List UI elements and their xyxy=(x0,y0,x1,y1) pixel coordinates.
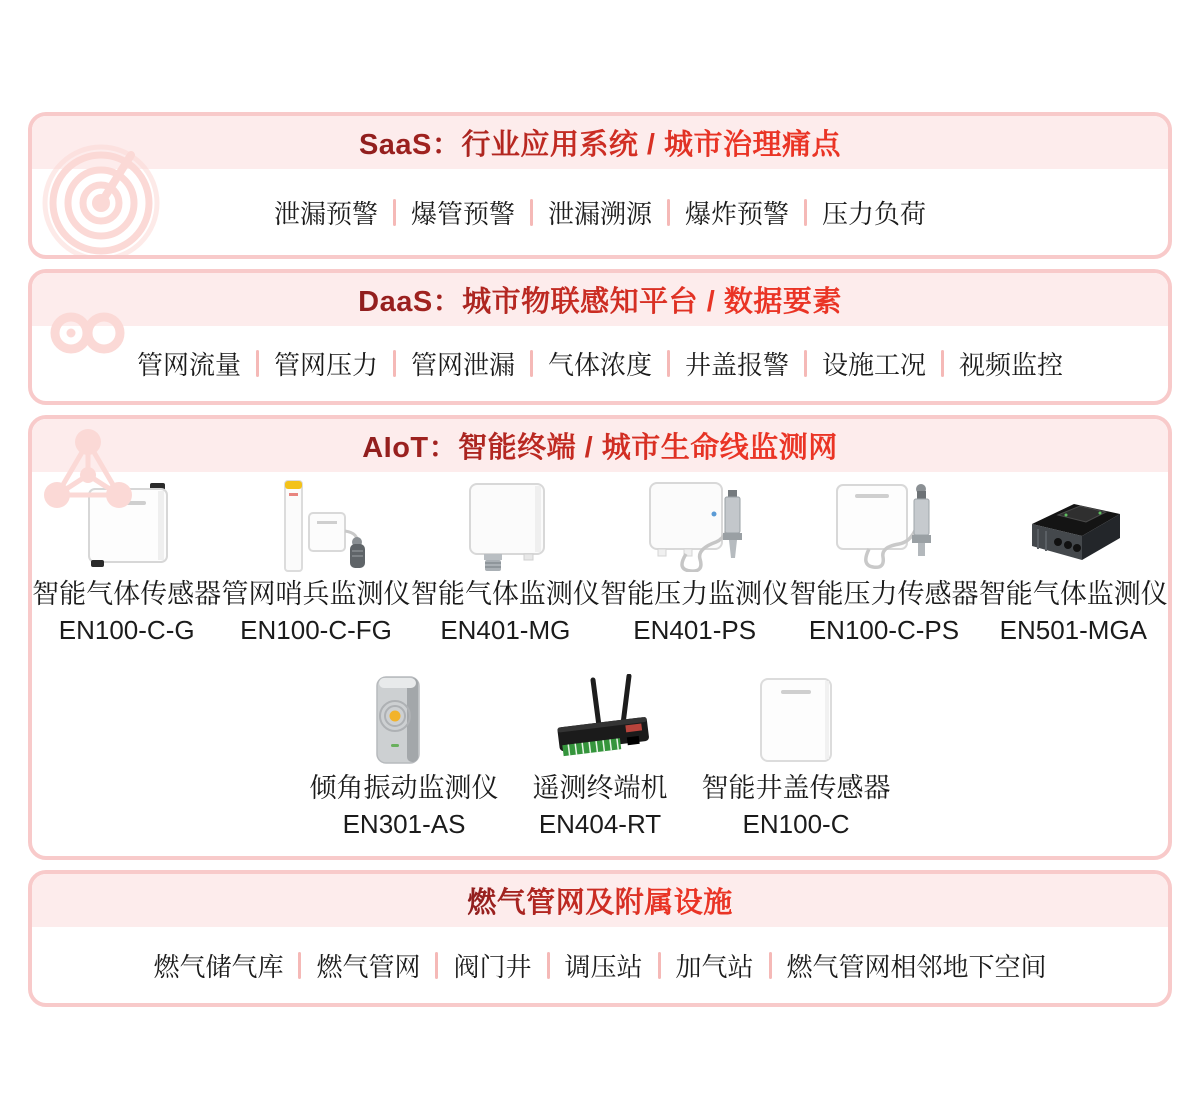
section-saas xyxy=(28,112,1172,259)
product-image xyxy=(535,674,665,766)
product-model: EN501-MGA xyxy=(999,615,1148,645)
pipeline-sentinel-device-image xyxy=(251,480,381,572)
product-model: EN100-C-G xyxy=(58,615,195,645)
layer-item: 泄漏溯源 xyxy=(547,198,652,229)
product-image xyxy=(741,674,851,766)
layer-item: 泄漏预警 xyxy=(273,198,378,229)
product-card xyxy=(221,480,410,646)
pressure-sensor-device-image xyxy=(819,480,949,572)
section-title: DaaS：城市物联感知平台 / 数据要素 xyxy=(358,279,842,320)
layer-item: 燃气管网 xyxy=(316,951,421,982)
layer-item: 管网泄漏 xyxy=(410,350,515,380)
gas-sensor-device-image xyxy=(62,480,192,572)
product-image xyxy=(1008,480,1138,572)
product-card xyxy=(32,480,221,646)
product-card xyxy=(411,480,600,646)
section-aiot xyxy=(28,415,1172,860)
aiot-products-row-2 xyxy=(32,674,1168,840)
product-model: EN100-C-PS xyxy=(808,615,960,645)
section-daas xyxy=(28,269,1172,405)
layer-item: 燃气储气库 xyxy=(153,951,284,982)
layer-item: 设施工况 xyxy=(822,350,927,380)
product-name: 管网哨兵监测仪 xyxy=(221,579,411,609)
product-card xyxy=(698,674,894,840)
product-card xyxy=(979,480,1168,646)
product-image xyxy=(440,480,570,572)
section-body xyxy=(32,326,1168,401)
saas-items xyxy=(259,194,941,231)
product-name: 倾角振动监测仪 xyxy=(309,773,499,803)
section-header xyxy=(32,116,1168,169)
section-infra xyxy=(28,870,1172,1007)
section-body xyxy=(32,472,1168,856)
product-card xyxy=(789,480,978,646)
layer-item: 管网压力 xyxy=(273,350,378,380)
gas-monitor-device-image xyxy=(440,480,570,572)
layer-item: 气体浓度 xyxy=(547,350,652,380)
product-model: EN100-C xyxy=(742,809,850,839)
layer-item: 阀门井 xyxy=(453,951,532,982)
tilt-vibration-device-image xyxy=(349,674,459,766)
manhole-sensor-device-image xyxy=(741,674,851,766)
layer-item: 压力负荷 xyxy=(822,198,927,229)
product-image xyxy=(62,480,192,572)
telemetry-terminal-device-image xyxy=(535,674,665,766)
product-model: EN100-C-FG xyxy=(240,615,392,645)
layer-item: 调压站 xyxy=(564,951,643,982)
section-header xyxy=(32,874,1168,927)
product-name: 智能气体监测仪 xyxy=(978,579,1168,609)
layer-item: 加气站 xyxy=(675,951,754,982)
product-card xyxy=(502,674,698,840)
layer-item: 燃气管网相邻地下空间 xyxy=(786,951,1047,982)
section-header xyxy=(32,419,1168,472)
gas-monitor-mga-device-image xyxy=(1008,480,1138,572)
section-body xyxy=(32,927,1168,1003)
product-card xyxy=(306,674,502,840)
product-model: EN401-PS xyxy=(633,615,757,645)
product-card xyxy=(600,480,789,646)
product-name: 智能压力传感器 xyxy=(789,579,979,609)
product-image xyxy=(349,674,459,766)
infra-items xyxy=(138,947,1061,984)
product-name: 智能井盖传感器 xyxy=(701,773,891,803)
layer-item: 爆管预警 xyxy=(410,198,515,229)
layer-item: 视频监控 xyxy=(959,350,1064,380)
product-model: EN404-RT xyxy=(538,809,662,839)
layer-item: 爆炸预警 xyxy=(685,198,790,229)
section-title: SaaS：行业应用系统 / 城市治理痛点 xyxy=(359,122,841,163)
section-header xyxy=(32,273,1168,326)
product-image xyxy=(251,480,381,572)
daas-items xyxy=(122,345,1078,382)
product-name: 智能压力监测仪 xyxy=(600,579,790,609)
product-model: EN301-AS xyxy=(342,809,466,839)
product-image xyxy=(630,480,760,572)
product-model: EN401-MG xyxy=(440,615,571,645)
section-title: AIoT：智能终端 / 城市生命线监测网 xyxy=(362,425,838,466)
product-image xyxy=(819,480,949,572)
product-name: 智能气体传感器 xyxy=(32,579,222,609)
layer-item: 管网流量 xyxy=(136,350,241,380)
product-name: 遥测终端机 xyxy=(532,773,668,803)
product-name: 智能气体监测仪 xyxy=(410,579,600,609)
aiot-products-row-1 xyxy=(32,480,1168,646)
section-body xyxy=(32,169,1168,255)
pressure-monitor-device-image xyxy=(630,480,760,572)
layer-item: 井盖报警 xyxy=(685,350,790,380)
section-title: 燃气管网及附属设施 xyxy=(467,880,733,921)
